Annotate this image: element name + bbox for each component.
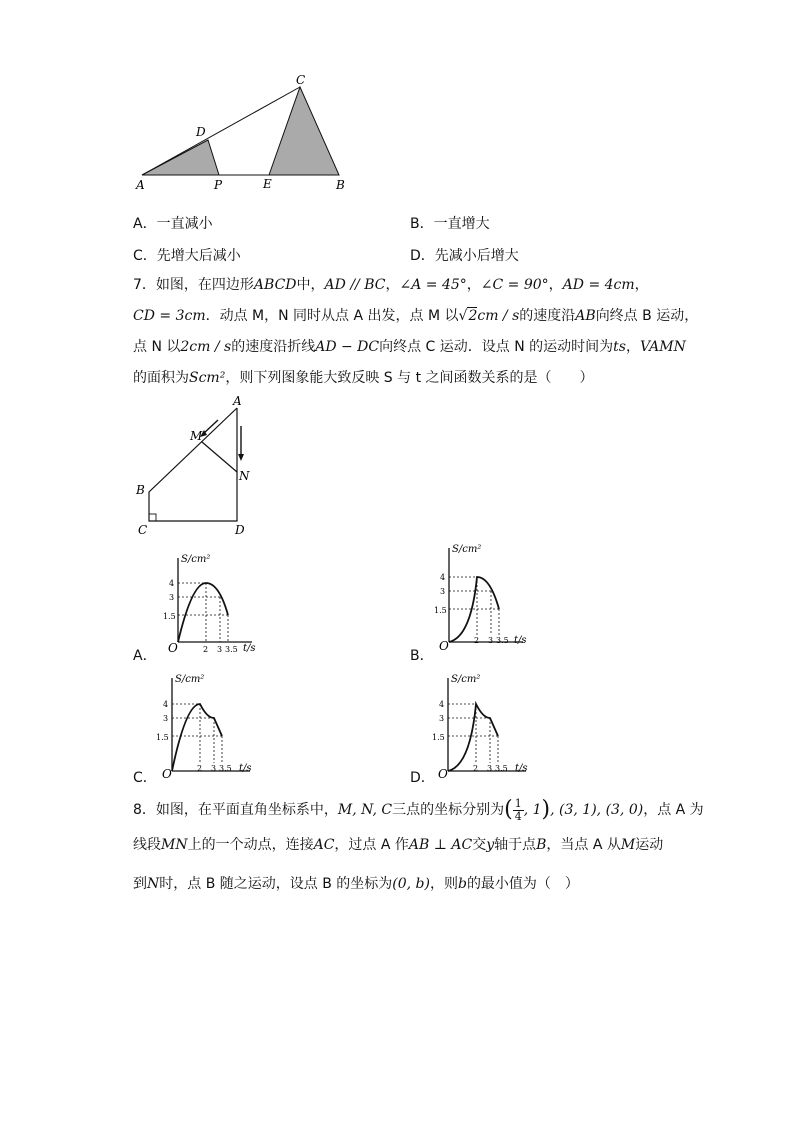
graph-ylabel: S/cm² [175, 674, 205, 685]
xtick: 2 [203, 645, 209, 654]
ytick: 4 [440, 573, 446, 582]
q7-s-unit: Scm² [189, 370, 226, 386]
q7-speed-m-unit: cm / s [477, 308, 520, 324]
q8-text: 轴于点 [494, 837, 537, 853]
q7-graph-d [428, 670, 548, 778]
xtick: 3.5 [225, 645, 238, 654]
graph-ylabel: S/cm² [451, 674, 481, 685]
q8-n-pt: N [147, 876, 160, 892]
ytick: 3 [439, 714, 445, 723]
q7-label-b: B [136, 483, 145, 497]
xtick: 3 [487, 764, 493, 773]
q7-parallel: AD // BC [324, 277, 386, 293]
ytick: 4 [163, 700, 169, 709]
xtick: 3 [488, 636, 494, 645]
q8-text: 如图，在平面直角坐标系中， [155, 802, 338, 818]
q7-triangle: VAMN [639, 339, 686, 355]
q7-angle-c: ∠C = 90° [480, 277, 549, 293]
q8-m-rest: , 1 [523, 802, 542, 818]
q7-line-1 [133, 270, 649, 300]
paren-right: ) [541, 797, 551, 822]
xtick: 3 [211, 764, 217, 773]
q8-y: y [486, 837, 495, 853]
xtick: 2 [473, 764, 479, 773]
q7-line-4 [133, 363, 594, 393]
q6-option-a[interactable] [133, 213, 213, 233]
sep: ， [548, 277, 563, 293]
q7-option-c[interactable]: C． [133, 770, 157, 786]
q7-text: 的速度沿 [519, 308, 576, 324]
option-text: 一直减小 [156, 216, 213, 232]
point-label-b: B [336, 178, 345, 192]
q6-option-b[interactable] [410, 213, 490, 233]
q8-line-3 [133, 869, 579, 899]
ytick: 1.5 [434, 606, 447, 615]
graph-origin: O [162, 767, 172, 778]
xtick: 2 [474, 636, 480, 645]
q7-text: ， [625, 339, 640, 355]
q7-option-b[interactable]: B． [410, 648, 434, 664]
option-text: 一直增大 [433, 216, 490, 232]
q8-text: 时，点 B 随之运动，设点 B 的坐标为 [159, 876, 393, 892]
option-letter: B． [410, 216, 434, 232]
q7-graph-c [155, 670, 275, 778]
graph-origin: O [168, 641, 178, 655]
q8-text: 的最小值为（ ） [466, 876, 579, 892]
xtick: 2 [197, 764, 203, 773]
q6-triangle-figure [130, 70, 360, 200]
graph-xlabel: t/s [515, 763, 528, 774]
option-text: 先减小后增大 [434, 248, 519, 264]
xtick: 3 [217, 645, 223, 654]
q7-ad: AD = 4cm [562, 277, 635, 293]
q8-mn: MN [161, 837, 188, 853]
ytick: 3 [163, 714, 169, 723]
sqrt-radicand: 2 [468, 308, 478, 324]
q7-quad: ABCD [253, 277, 297, 293]
ytick: 1.5 [156, 733, 169, 742]
frac-den: 4 [514, 809, 522, 823]
curve-b [449, 577, 499, 642]
xtick: 3.5 [495, 764, 508, 773]
graph-origin: O [438, 767, 448, 778]
option-letter: D． [410, 248, 435, 264]
ytick: 1.5 [163, 612, 176, 621]
q7-graph-b [426, 542, 546, 650]
q7-ts: ts [613, 339, 626, 355]
sep: ， [634, 277, 649, 293]
q7-option-a[interactable]: A． [133, 648, 157, 664]
q6-option-d[interactable] [410, 245, 519, 265]
q8-b-var: b [457, 876, 467, 892]
q7-line-2 [133, 301, 698, 331]
point-label-e: E [263, 177, 272, 191]
q7-text: ．动点 M，N 同时从点 A 出发，点 M 以 [205, 308, 459, 324]
q8-text: 上的一个动点，连接 [187, 837, 314, 853]
q7-quadrilateral-figure [130, 390, 260, 540]
curve-d [448, 704, 498, 771]
q6-option-c[interactable] [133, 245, 241, 265]
q8-text: ，当点 A 从 [546, 837, 621, 853]
q8-number: 8． [133, 802, 156, 818]
q7-label-c: C [138, 523, 148, 537]
q7-path: AD − DC [315, 339, 380, 355]
graph-ylabel: S/cm² [181, 554, 211, 565]
q7-line-3 [133, 332, 686, 362]
q7-text: 的面积为 [133, 370, 189, 386]
q7-label-m: M [190, 429, 203, 443]
q8-line-1 [133, 792, 704, 828]
ytick: 4 [169, 579, 175, 588]
q7-text: 中， [296, 277, 325, 293]
q8-line-2 [133, 830, 663, 860]
q7-label-a: A [233, 394, 242, 408]
q8-text: 运动 [635, 837, 664, 853]
q7-text: 向终点 C 运动．设点 N 的运动时间为 [379, 339, 614, 355]
fraction-one-quarter [513, 798, 524, 823]
q7-speed-n: 2cm / s [180, 339, 232, 355]
option-letter: A． [133, 216, 157, 232]
q8-ac: AC [313, 837, 335, 853]
curve-c [172, 704, 222, 771]
q8-text: 三点的坐标分别为 [392, 802, 505, 818]
shaded-triangle-adp [142, 140, 219, 175]
ytick: 4 [439, 700, 445, 709]
q7-text: 点 N 以 [133, 339, 181, 355]
xtick: 3.5 [496, 636, 509, 645]
q7-cd: CD = 3cm [133, 308, 206, 324]
q7-option-d[interactable]: D． [410, 770, 435, 786]
graph-xlabel: t/s [239, 763, 252, 774]
sep: ， [466, 277, 481, 293]
q7-label-d: D [235, 523, 245, 537]
q8-mnc: M, N, C [337, 802, 393, 818]
q8-text: ，则 [429, 876, 458, 892]
option-text: 先增大后减小 [156, 248, 241, 264]
paren-left: ( [504, 797, 513, 822]
ytick: 3 [169, 593, 175, 602]
point-label-a: A [136, 178, 145, 192]
sep: ， [385, 277, 400, 293]
graph-xlabel: t/s [243, 643, 256, 654]
q8-b-coord: (0, b) [392, 876, 430, 892]
ytick: 3 [440, 587, 446, 596]
q8-text: 交 [472, 837, 487, 853]
q8-m-pt: M [620, 837, 636, 853]
q7-ab: AB [575, 308, 596, 324]
sqrt-symbol: √ [458, 308, 468, 324]
q8-perp: AB ⊥ AC [408, 837, 473, 853]
q7-number: 7． [133, 277, 156, 293]
point-label-d: D [196, 125, 206, 139]
q7-text: 向终点 B 运动， [595, 308, 699, 324]
point-label-c: C [296, 73, 306, 87]
graph-origin: O [439, 639, 449, 650]
q8-text: ，过点 A 作 [334, 837, 409, 853]
curve-a [178, 583, 228, 642]
q7-text: 如图，在四边形 [155, 277, 254, 293]
shaded-triangle-ecb [269, 87, 339, 175]
q8-nc-coords: , (3, 1), (3, 0) [550, 802, 644, 818]
q7-text: 的速度沿折线 [231, 339, 316, 355]
arrow-m [203, 420, 218, 434]
graph-ylabel: S/cm² [452, 544, 482, 555]
q8-text: ，点 A 为 [643, 802, 704, 818]
q8-text: 到 [133, 876, 147, 892]
option-letter: C． [133, 248, 157, 264]
xtick: 3.5 [219, 764, 232, 773]
graph-xlabel: t/s [514, 635, 527, 646]
ytick: 1.5 [432, 733, 445, 742]
q7-graph-a [155, 550, 275, 658]
q8-b-pt: B [536, 837, 547, 853]
q7-angle-a: ∠A = 45° [399, 277, 467, 293]
frac-num: 1 [514, 796, 522, 810]
q7-label-n: N [239, 469, 250, 483]
point-label-p: P [214, 178, 223, 192]
q8-text: 线段 [133, 837, 161, 853]
q7-text: ，则下列图象能大致反映 S 与 t 之间函数关系的是（ ） [225, 370, 594, 386]
